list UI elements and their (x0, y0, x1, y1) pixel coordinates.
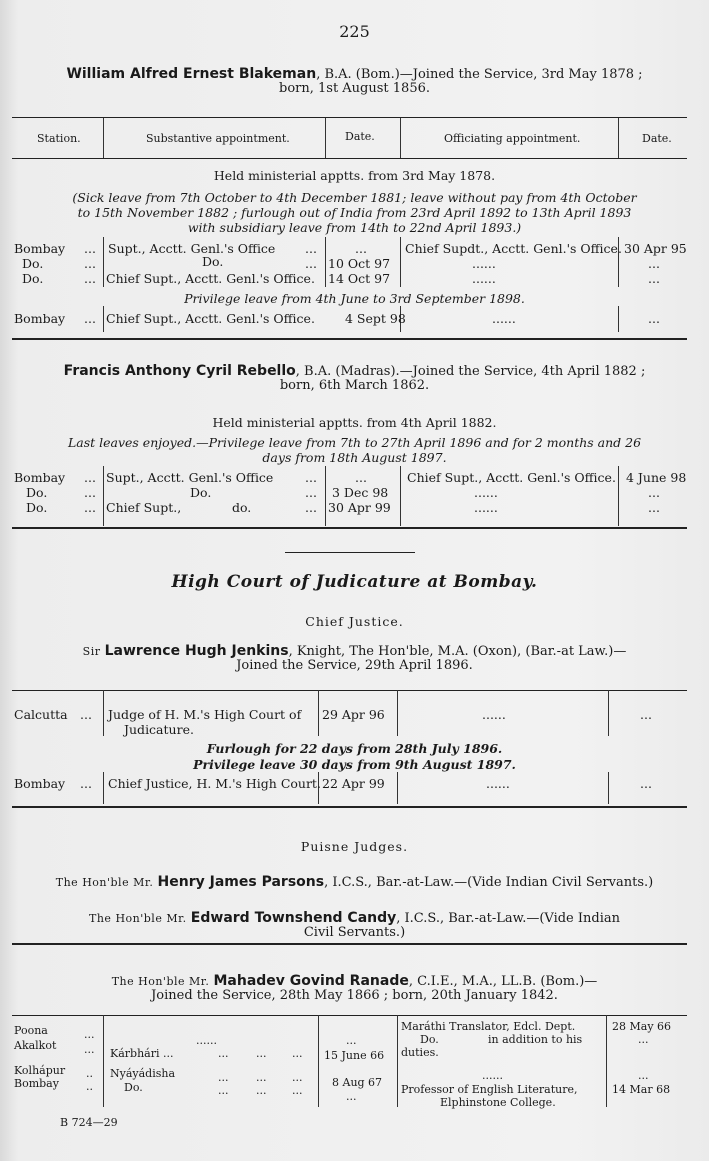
leader-dots: ... (305, 500, 317, 515)
officiating-cell: in addition to his (488, 1033, 583, 1046)
divider (325, 237, 326, 287)
divider (103, 690, 104, 736)
person-name: Henry James Parsons (157, 874, 325, 890)
station-cell: Do. (22, 256, 44, 271)
odate-cell: ... (648, 485, 660, 500)
short-rule (285, 552, 415, 553)
title-prefix: The Hon'ble Mr. (111, 975, 210, 988)
substantive-cell: Nyáyádisha (110, 1067, 176, 1080)
leader-dots: ... (218, 1071, 229, 1084)
officiating-cell: ...... (492, 311, 516, 326)
leave-note: (Sick leave from 7th October to 4th December 1881; leave without pay from 4th October (72, 190, 637, 205)
divider (103, 466, 104, 526)
leader-dots: ... (218, 1047, 229, 1060)
officiating-cell: Professor of English Literature, (401, 1083, 578, 1096)
divider (400, 237, 401, 287)
date-cell: 8 Aug 67 (332, 1076, 383, 1089)
station-cell: Do. (26, 500, 48, 515)
person-credentials: , C.I.E., M.A., LL.B. (Bom.)— (408, 974, 598, 989)
date-cell: 10 Oct 97 (328, 256, 391, 271)
subsection-title: Chief Justice. (305, 614, 404, 629)
station-cell: Poona (14, 1024, 48, 1037)
divider (103, 772, 104, 804)
leader-dots: ... (84, 470, 96, 485)
leader-dots: .. (86, 1080, 93, 1093)
substantive-cell: do. (232, 500, 252, 515)
officiating-cell: ...... (474, 500, 498, 515)
date-cell: 3 Dec 98 (332, 485, 389, 500)
title-prefix: Sir (82, 645, 101, 658)
section-title: High Court of Judicature at Bombay. (171, 572, 538, 592)
officiating-cell: ...... (482, 707, 506, 722)
leader-dots: ... (256, 1071, 267, 1084)
privilege-note: Privilege leave from 4th June to 3rd September 1898. (184, 291, 525, 306)
date-cell: 14 Oct 97 (328, 271, 391, 286)
station-cell: Calcutta (14, 707, 68, 722)
officiating-cell: ...... (486, 776, 510, 791)
officiating-cell: Chief Supt., Acctt. Genl.'s Office. (407, 470, 616, 485)
date-cell: 15 June 66 (324, 1049, 385, 1062)
leader-dots: ... (80, 707, 92, 722)
person-credentials-cont: Civil Servants.) (303, 925, 406, 940)
substantive-cell: Chief Supt., Acctt. Genl.'s Office. (106, 271, 315, 286)
divider (103, 306, 104, 332)
leader-dots: ... (84, 500, 96, 515)
subsection-title: Puisne Judges. (300, 839, 409, 854)
date-cell: 29 Apr 96 (322, 707, 385, 722)
leader-dots: ... (305, 485, 317, 500)
station-cell: Bombay (14, 311, 66, 326)
col-header-officiating: Officiating appointment. (444, 132, 581, 145)
col-header-date: Date. (345, 130, 375, 143)
leader-dots: ... (80, 776, 92, 791)
divider (608, 772, 609, 804)
substantive-cell: Do. (124, 1081, 143, 1094)
date-cell: ... (355, 241, 367, 256)
person-name: Francis Anthony Cyril Rebello (63, 363, 296, 379)
held-note: Held ministerial apptts. from 3rd May 1878. (213, 168, 496, 183)
officiating-cell: Chief Supdt., Acctt. Genl.'s Office. (405, 241, 622, 256)
divider (397, 690, 398, 736)
page-number: 225 (339, 22, 370, 41)
substantive-cell: Do. (202, 254, 224, 269)
section-rule (12, 943, 687, 945)
officiating-cell: Elphinstone College. (440, 1096, 556, 1109)
station-cell: Do. (22, 271, 44, 286)
officiating-cell: ...... (472, 271, 496, 286)
odate-cell: 14 Mar 68 (612, 1083, 671, 1096)
station-cell: Kolhápur (14, 1064, 66, 1077)
person-name: William Alfred Ernest Blakeman (66, 66, 317, 82)
leader-dots: ... (218, 1084, 229, 1097)
date-cell: 4 Sept 98 (345, 311, 406, 326)
odate-cell: ... (648, 271, 660, 286)
divider (397, 1015, 398, 1107)
substantive-cell: Chief Supt., Acctt. Genl.'s Office. (106, 311, 315, 326)
substantive-cell: Do. (190, 485, 212, 500)
furlough-note: Furlough for 22 days from 28th July 1896. (206, 741, 503, 756)
station-cell: Bombay (14, 470, 66, 485)
divider (608, 690, 609, 736)
officiating-cell: duties. (401, 1046, 439, 1059)
leader-dots: .. (86, 1067, 93, 1080)
substantive-cell: Supt., Acctt. Genl.'s Office (106, 470, 274, 485)
leader-dots: ... (84, 1043, 95, 1056)
odate-cell: 28 May 66 (612, 1020, 672, 1033)
leader-dots: ... (256, 1084, 267, 1097)
substantive-cell: Chief Supt., (106, 500, 182, 515)
leave-note: Last leaves enjoyed.—Privilege leave from 7th to 27th April 1896 and for 2 months and 26 (67, 435, 642, 450)
divider (325, 466, 326, 526)
title-prefix: The Hon'ble Mr. (89, 912, 187, 925)
odate-cell: 4 June 98 (626, 470, 687, 485)
leave-note: with subsidiary leave from 14th to 22nd April 1893.) (187, 220, 522, 235)
odate-cell: ... (638, 1033, 649, 1046)
person-name: Mahadev Govind Ranade (213, 973, 409, 989)
parsons-heading (0, 874, 709, 891)
leave-note: days from 18th August 1897. (262, 450, 447, 465)
leader-dots: ... (84, 256, 96, 271)
table-top-rule (12, 117, 687, 118)
divider (400, 118, 401, 158)
divider (618, 466, 619, 526)
leader-dots: ... (84, 311, 96, 326)
date-cell: ... (355, 470, 367, 485)
substantive-cell: Supt., Acctt. Genl.'s Office (108, 241, 276, 256)
person-name: Edward Townshend Candy (190, 910, 397, 926)
leader-dots: ... (292, 1071, 303, 1084)
station-cell: Bombay (14, 241, 66, 256)
person-credentials: , B.A. (Bom.)—Joined the Service, 3rd May 1878 ; (316, 67, 643, 82)
divider (618, 118, 619, 158)
station-cell: Bombay (14, 776, 66, 791)
section-rule (12, 806, 687, 808)
officiating-cell: ...... (472, 256, 496, 271)
person-credentials: , Knight, The Hon'ble, M.A. (Oxon), (Bar.-at Law.)— (288, 644, 627, 659)
person-joined: Joined the Service, 28th May 1866 ; born, 20th January 1842. (151, 988, 558, 1003)
leader-dots: ... (305, 470, 317, 485)
person-born: born, 1st August 1856. (279, 81, 430, 96)
held-note: Held ministerial apptts. from 4th April 1882. (212, 415, 497, 430)
person-credentials: , I.C.S., Bar.-at-Law.—(Vide Indian Civil Servants.) (324, 875, 654, 890)
leader-dots: ... (84, 241, 96, 256)
footer-signature: B 724—29 (60, 1116, 118, 1129)
station-cell: Akalkot (14, 1039, 57, 1052)
leader-dots: ... (84, 271, 96, 286)
leader-dots: ... (292, 1047, 303, 1060)
person-born: born, 6th March 1862. (279, 378, 430, 393)
substantive-cell: Judicature. (124, 722, 194, 737)
leader-dots: ... (84, 485, 96, 500)
divider (103, 1015, 104, 1107)
divider (318, 690, 319, 736)
odate-cell: ... (648, 256, 660, 271)
divider (103, 237, 104, 287)
divider (318, 1015, 319, 1107)
odate-cell: ... (640, 776, 652, 791)
col-header-station: Station. (37, 132, 81, 145)
substantive-cell: Judge of H. M.'s High Court of (108, 707, 302, 722)
leader-dots: ... (305, 256, 317, 271)
leader-dots: ... (84, 1028, 95, 1041)
person-name: Lawrence Hugh Jenkins (104, 643, 289, 659)
odate-cell: 30 Apr 95 (624, 241, 687, 256)
leader-dots: ... (292, 1084, 303, 1097)
divider (325, 118, 326, 158)
title-prefix: The Hon'ble Mr. (55, 876, 154, 889)
odate-cell: ... (648, 500, 660, 515)
odate-cell: ... (648, 311, 660, 326)
station-cell: Bombay (14, 1077, 59, 1090)
leave-note: to 15th November 1882 ; furlough out of India from 23rd April 1892 to 13th April 1893 (77, 205, 632, 220)
date-cell: 30 Apr 99 (328, 500, 391, 515)
officiating-cell: Maráthi Translator, Edcl. Dept. (401, 1020, 576, 1033)
leader-dots: ...... (482, 1069, 503, 1082)
substantive-cell: Kárbhári ... (110, 1047, 174, 1060)
person-credentials: , B.A. (Madras).—Joined the Service, 4th April 1882 ; (295, 364, 646, 379)
table-top-rule (12, 690, 687, 691)
substantive-cell: Chief Justice, H. M.'s High Court. (108, 776, 321, 791)
privilege-note: Privilege leave 30 days from 9th August 1897. (193, 757, 516, 772)
section-rule (12, 338, 687, 340)
odate-cell: ... (640, 707, 652, 722)
divider (606, 1015, 607, 1107)
person-credentials: , I.C.S., Bar.-at-Law.—(Vide Indian (396, 911, 620, 926)
section-rule (12, 527, 687, 529)
divider (103, 118, 104, 158)
col-header-substantive: Substantive appointment. (146, 132, 290, 145)
odate-cell: ... (638, 1069, 649, 1082)
divider (397, 772, 398, 804)
person-joined: Joined the Service, 29th April 1896. (236, 658, 473, 673)
table-top-rule (12, 1015, 687, 1016)
officiating-cell: Do. (420, 1033, 439, 1046)
officiating-cell: ...... (474, 485, 498, 500)
header-rule (12, 158, 687, 159)
divider (618, 306, 619, 332)
leader-dots: ...... (196, 1034, 217, 1047)
date-cell: ... (346, 1034, 357, 1047)
date-cell: ... (346, 1090, 357, 1103)
leader-dots: ... (256, 1047, 267, 1060)
leader-dots: ... (305, 241, 317, 256)
divider (400, 466, 401, 526)
col-header-date-2: Date. (642, 132, 672, 145)
date-cell: 22 Apr 99 (322, 776, 385, 791)
station-cell: Do. (26, 485, 48, 500)
